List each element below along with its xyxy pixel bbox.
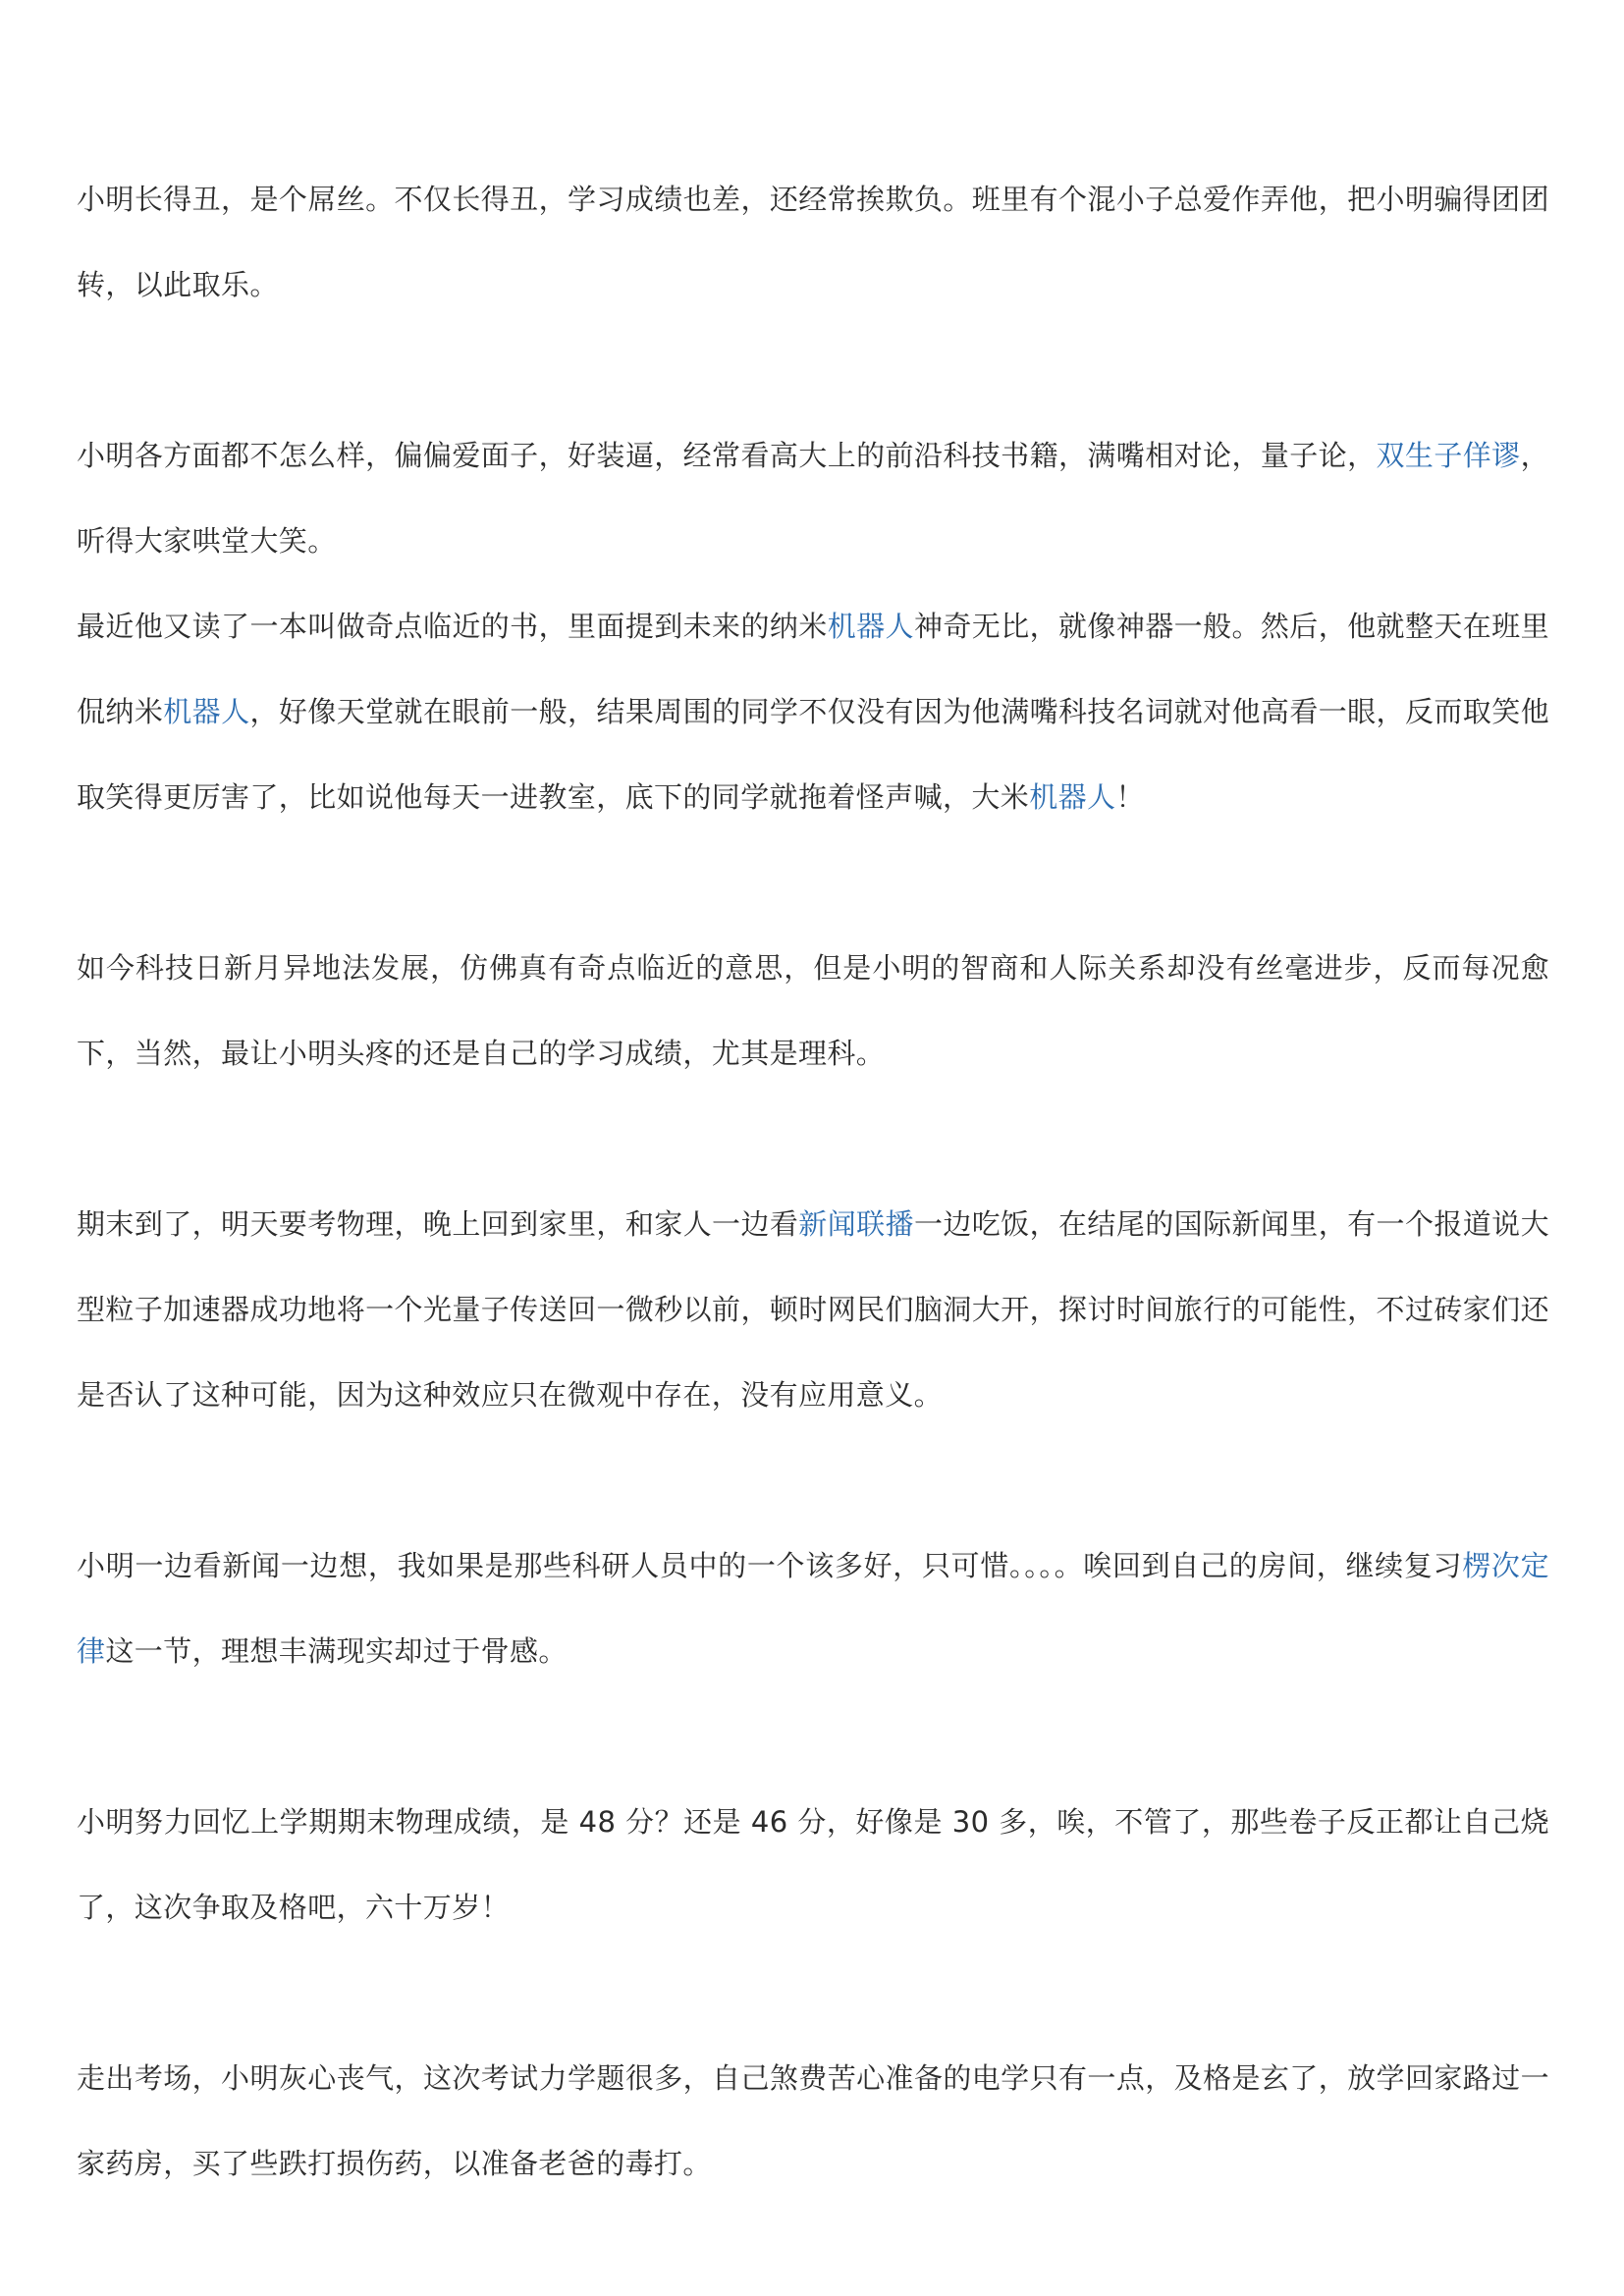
link-news-broadcast[interactable]: 新闻联播 — [798, 1207, 914, 1241]
text-segment: ，好像天堂就在眼前一般，结果周围的同学不仅没有因为他满嘴科技名词就对他高看一眼，反而取笑他取笑得更厉害了，比如说他每天一进教室，底下的同学就拖着怪声喊，大米 — [77, 695, 1550, 814]
text-segment: 小明努力回忆上学期期末物理成绩，是 48 分？还是 46 分，好像是 30 多，唉，不管了，那些卷子反正都让自己烧了，这次争取及格吧，六十万岁！ — [77, 1805, 1549, 1924]
paragraph-spacer — [77, 328, 1549, 413]
paragraph-spacer — [77, 1096, 1549, 1182]
paragraph-7 — [77, 1780, 1549, 1950]
paragraph-spacer — [77, 840, 1549, 926]
text-segment: ！ — [1115, 780, 1145, 814]
paragraph-3 — [77, 584, 1549, 840]
paragraph-4 — [77, 926, 1549, 1096]
paragraph-8 — [77, 2036, 1549, 2207]
paragraph-spacer — [77, 1950, 1549, 2036]
paragraph-1 — [77, 157, 1549, 328]
link-robot[interactable]: 机器人 — [827, 610, 914, 643]
text-segment: ，听得大家哄堂大笑。 — [77, 439, 1549, 558]
text-segment: 这一节，理想丰满现实却过于骨感。 — [105, 1634, 568, 1668]
link-robot[interactable]: 机器人 — [163, 695, 250, 728]
text-segment: 如今科技日新月异地法发展，仿佛真有奇点临近的意思，但是小明的智商和人际关系却没有丝毫进步，反而每况愈下，当然，最让小明头疼的还是自己的学习成绩，尤其是理科。 — [77, 951, 1549, 1070]
link-twin-paradox[interactable]: 双生子佯谬 — [1376, 439, 1521, 472]
text-segment: 走出考场，小明灰心丧气，这次考试力学题很多，自己煞费苦心准备的电学只有一点，及格是玄了，放学回家路过一家药房，买了些跌打损伤药，以准备老爸的毒打。 — [77, 2061, 1549, 2180]
document-body — [77, 157, 1549, 2207]
text-segment: 最近他又读了一本叫做奇点临近的书，里面提到未来的纳米 — [77, 610, 828, 643]
text-segment: 小明一边看新闻一边想，我如果是那些科研人员中的一个该多好，只可惜。。。。唉回到自己的房间，继续复习 — [77, 1549, 1463, 1582]
link-robot[interactable]: 机器人 — [1029, 780, 1116, 814]
text-segment: 小明各方面都不怎么样，偏偏爱面子，好装逼，经常看高大上的前沿科技书籍，满嘴相对论，量子论， — [77, 439, 1377, 472]
text-segment: 期末到了，明天要考物理，晚上回到家里，和家人一边看 — [77, 1207, 799, 1241]
paragraph-spacer — [77, 1438, 1549, 1523]
text-segment: 小明长得丑，是个屌丝。不仅长得丑，学习成绩也差，还经常挨欺负。班里有个混小子总爱作弄他，把小明骗得团团转，以此取乐。 — [77, 183, 1549, 301]
text-segment: 神奇无比，就像神器一般。然后，他就整天在班里侃纳米 — [77, 610, 1549, 728]
paragraph-5 — [77, 1182, 1549, 1438]
paragraph-2 — [77, 413, 1549, 584]
link-lenz-law[interactable]: 楞次定律 — [77, 1549, 1549, 1668]
text-segment: 一边吃饭，在结尾的国际新闻里，有一个报道说大型粒子加速器成功地将一个光量子传送回一微秒以前，顿时网民们脑洞大开，探讨时间旅行的可能性，不过砖家们还是否认了这种可能，因为这种效应只在微观中存在，没有应用意义。 — [77, 1207, 1549, 1412]
paragraph-spacer — [77, 1694, 1549, 1780]
paragraph-6 — [77, 1523, 1549, 1694]
